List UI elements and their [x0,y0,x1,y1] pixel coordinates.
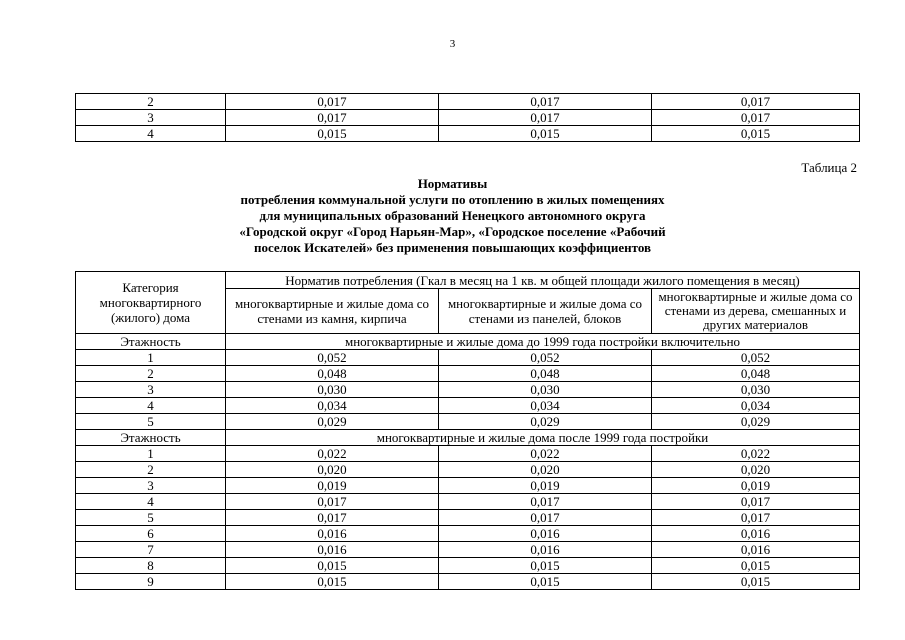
floor-count-cell: 1 [76,446,226,462]
norm-value-cell: 0,017 [226,510,439,526]
norm-value-cell: 0,015 [226,574,439,590]
table-row [76,126,860,142]
norm-value-cell: 0,017 [652,510,860,526]
table-row [76,382,860,398]
norm-value-cell: 0,029 [652,414,860,430]
floor-count-cell: 4 [76,126,226,142]
norm-header: Норматив потребления (Гкал в месяц на 1 кв. м общей площади жилого помещения в месяц) [226,272,860,289]
norm-value-cell: 0,016 [226,542,439,558]
norm-value-cell: 0,015 [439,126,652,142]
continuation-table [75,93,860,142]
table-row [76,350,860,366]
norm-value-cell: 0,048 [652,366,860,382]
norm-value-cell: 0,048 [226,366,439,382]
norm-value-cell: 0,052 [226,350,439,366]
floor-count-cell: 4 [76,398,226,414]
norm-value-cell: 0,034 [439,398,652,414]
table-row [76,446,860,462]
floor-count-cell: 3 [76,110,226,126]
header-row [76,272,860,289]
section-label: Этажность [76,430,226,446]
norm-value-cell: 0,029 [226,414,439,430]
norm-value-cell: 0,034 [652,398,860,414]
norm-value-cell: 0,030 [226,382,439,398]
table-row [76,558,860,574]
table-row [76,462,860,478]
norm-value-cell: 0,019 [652,478,860,494]
table-row [76,574,860,590]
norm-value-cell: 0,022 [439,446,652,462]
norm-value-cell: 0,015 [439,558,652,574]
table-row [76,542,860,558]
table-row [76,478,860,494]
norm-value-cell: 0,017 [226,494,439,510]
table-row [76,414,860,430]
floor-count-cell: 4 [76,494,226,510]
norm-value-cell: 0,029 [439,414,652,430]
norm-value-cell: 0,019 [226,478,439,494]
column-header-stone: многоквартирные и жилые дома со стенами из камня, кирпича [226,289,439,334]
floor-count-cell: 6 [76,526,226,542]
table-row [76,510,860,526]
title-line: Нормативы [417,176,488,191]
norm-value-cell: 0,017 [226,94,439,110]
norm-value-cell: 0,052 [439,350,652,366]
title-line: поселок Искателей» без применения повышающих коэффициентов [253,240,652,255]
norm-value-cell: 0,017 [439,510,652,526]
norm-value-cell: 0,030 [439,382,652,398]
norm-value-cell: 0,020 [439,462,652,478]
category-header: Категория многоквартирного (жилого) дома [76,272,226,334]
table-row [76,494,860,510]
norm-value-cell: 0,052 [652,350,860,366]
floor-count-cell: 1 [76,350,226,366]
norm-value-cell: 0,016 [652,526,860,542]
table-row [76,366,860,382]
norm-value-cell: 0,017 [226,110,439,126]
floor-count-cell: 2 [76,462,226,478]
title-line: «Городской округ «Город Нарьян-Мар», «Городское поселение «Рабочий [239,224,666,239]
section-label: Этажность [76,334,226,350]
norm-value-cell: 0,015 [652,574,860,590]
norm-value-cell: 0,017 [652,94,860,110]
floor-count-cell: 8 [76,558,226,574]
floor-count-cell: 7 [76,542,226,558]
column-header-wood: многоквартирные и жилые дома со стенами из дерева, смешанных и других материалов [652,289,860,334]
floor-count-cell: 9 [76,574,226,590]
norm-value-cell: 0,015 [652,558,860,574]
norm-value-cell: 0,020 [226,462,439,478]
floor-count-cell: 2 [76,366,226,382]
column-header-panel: многоквартирные и жилые дома со стенами из панелей, блоков [439,289,652,334]
norms-table [75,271,860,590]
norm-value-cell: 0,020 [652,462,860,478]
table-row [76,526,860,542]
norm-value-cell: 0,015 [226,558,439,574]
norm-value-cell: 0,017 [439,94,652,110]
norm-value-cell: 0,016 [652,542,860,558]
table-row [76,110,860,126]
table-row [76,94,860,110]
norm-value-cell: 0,017 [652,110,860,126]
norm-value-cell: 0,022 [652,446,860,462]
title-line: потребления коммунальной услуги по отоплению в жилых помещениях [240,192,665,207]
norm-value-cell: 0,015 [652,126,860,142]
section-title: многоквартирные и жилые дома до 1999 года постройки включительно [226,334,860,350]
norm-value-cell: 0,030 [652,382,860,398]
table-title [0,176,905,256]
floor-count-cell: 5 [76,414,226,430]
table-label: Таблица 2 [801,160,857,175]
table-row [76,398,860,414]
norm-value-cell: 0,034 [226,398,439,414]
norm-value-cell: 0,015 [439,574,652,590]
norm-value-cell: 0,017 [439,110,652,126]
floor-count-cell: 3 [76,382,226,398]
page-number: 3 [449,38,456,50]
norm-value-cell: 0,015 [226,126,439,142]
norm-value-cell: 0,048 [439,366,652,382]
floor-count-cell: 2 [76,94,226,110]
title-line: для муниципальных образований Ненецкого автономного округа [259,208,646,223]
norm-value-cell: 0,016 [226,526,439,542]
norm-value-cell: 0,016 [439,526,652,542]
floor-count-cell: 5 [76,510,226,526]
floor-count-cell: 3 [76,478,226,494]
norm-value-cell: 0,019 [439,478,652,494]
section-row [76,430,860,446]
section-title: многоквартирные и жилые дома после 1999 года постройки [226,430,860,446]
section-row [76,334,860,350]
norm-value-cell: 0,017 [652,494,860,510]
norm-value-cell: 0,017 [439,494,652,510]
norm-value-cell: 0,016 [439,542,652,558]
norm-value-cell: 0,022 [226,446,439,462]
